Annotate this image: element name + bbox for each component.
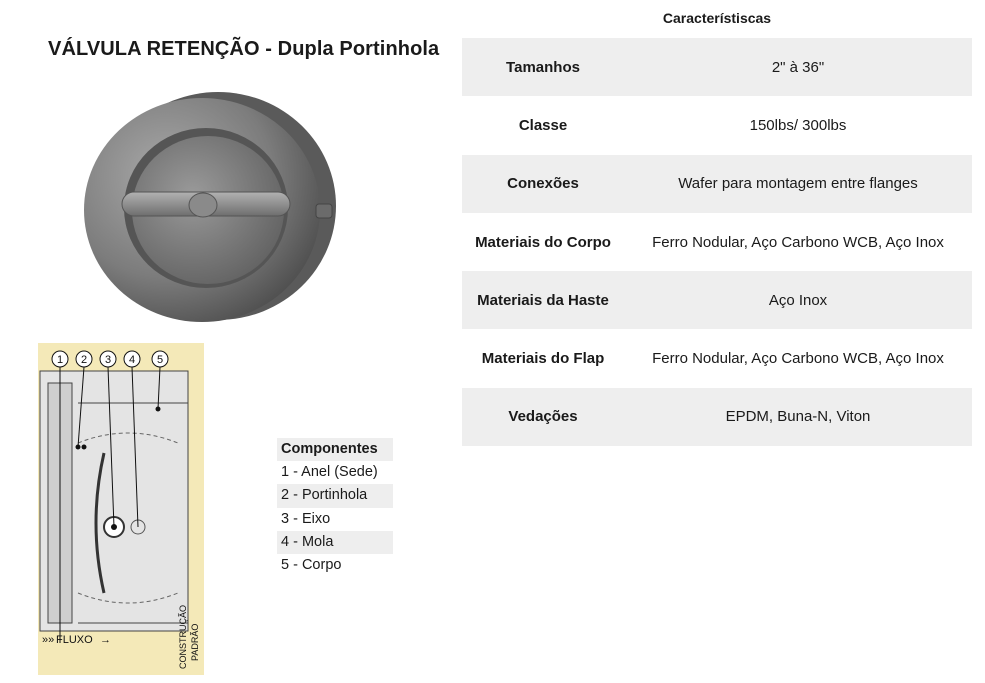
char-label: Conexões: [507, 175, 579, 193]
char-label: Materiais do Flap: [481, 350, 605, 368]
char-row-classe: [462, 96, 972, 154]
char-label: Materiais da Haste: [477, 291, 609, 309]
char-row-tamanhos: [462, 38, 972, 96]
side-label-construcao: CONSTRUÇÃO: [178, 604, 188, 669]
char-value: Wafer para montagem entre flanges: [678, 175, 918, 193]
callout-4: 4: [128, 354, 136, 366]
char-value: Ferro Nodular, Aço Carbono WCB, Aço Inox: [652, 233, 944, 251]
char-label: Classe: [518, 116, 568, 134]
side-label-padrao: PADRÃO: [190, 623, 200, 661]
callout-3: 3: [104, 354, 112, 366]
char-row-materiais-haste: [462, 271, 972, 329]
char-label: Tamanhos: [506, 58, 580, 76]
flow-label: FLUXO: [56, 634, 93, 646]
char-label: Materiais do Corpo: [475, 233, 611, 251]
char-row-materiais-corpo: [462, 213, 972, 271]
char-value: 150lbs/ 300lbs: [749, 116, 847, 134]
component-item: 4 - Mola: [277, 531, 393, 554]
valve-section-diagram: [38, 343, 204, 675]
component-item: 3 - Eixo: [281, 510, 331, 527]
char-value: 2" à 36": [771, 58, 825, 76]
characteristics-heading: Característiscas: [662, 10, 772, 26]
char-value: Ferro Nodular, Aço Carbono WCB, Aço Inox: [652, 350, 944, 368]
component-item: 2 - Portinhola: [277, 484, 393, 507]
char-label: Vedações: [508, 408, 578, 426]
components-legend: [277, 438, 393, 577]
page-title: VÁLVULA RETENÇÃO - Dupla Portinhola: [48, 38, 440, 60]
char-row-materiais-flap: [462, 329, 972, 387]
char-value: Aço Inox: [768, 291, 828, 309]
callout-5: 5: [156, 354, 164, 366]
callout-2: 2: [80, 354, 88, 366]
char-row-conexoes: [462, 155, 972, 213]
char-value: EPDM, Buna-N, Viton: [725, 408, 871, 426]
component-item: 5 - Corpo: [281, 556, 342, 573]
valve-photo: [78, 88, 340, 328]
callout-1: 1: [56, 354, 64, 366]
components-heading: Componentes: [277, 438, 393, 461]
svg-text:»»: »»: [42, 634, 55, 646]
char-row-vedacoes: [462, 388, 972, 446]
svg-text:→: →: [100, 634, 111, 646]
characteristics-table: [462, 38, 972, 446]
component-item: 1 - Anel (Sede): [281, 464, 378, 481]
